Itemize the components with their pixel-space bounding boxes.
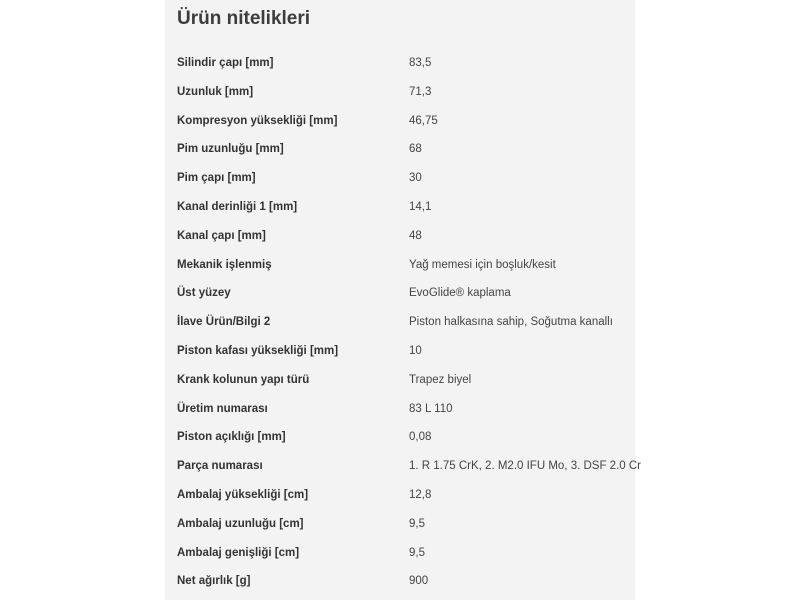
attribute-value: 71,3 — [409, 85, 432, 98]
attribute-value: Piston halkasına sahip, Soğutma kanallı — [409, 316, 613, 329]
attribute-row — [165, 511, 635, 540]
attribute-label: Uzunluk [mm] — [177, 85, 254, 98]
attribute-row — [165, 396, 635, 425]
attribute-value: Trapez biyel — [409, 373, 472, 386]
attribute-label: Piston kafası yüksekliği [mm] — [177, 344, 339, 357]
attribute-label: Üst yüzey — [177, 287, 231, 300]
attribute-row — [165, 165, 635, 194]
attribute-value: 10 — [409, 344, 422, 357]
attribute-row — [165, 79, 635, 108]
attribute-value: 9,5 — [409, 517, 425, 530]
attribute-row — [165, 194, 635, 223]
attribute-label: Krank kolunun yapı türü — [177, 373, 310, 386]
attribute-value: 46,75 — [409, 114, 438, 127]
attribute-row — [165, 50, 635, 79]
attribute-value: 0,08 — [409, 431, 432, 444]
attribute-value: Yağ memesi için boşluk/kesit — [409, 258, 556, 271]
attribute-label: Mekanik işlenmiş — [177, 258, 272, 271]
attribute-row — [165, 252, 635, 281]
attribute-value: 9,5 — [409, 546, 425, 559]
attribute-value: 1. R 1.75 CrK, 2. M2.0 IFU Mo, 3. DSF 2.0 Cr — [409, 460, 641, 473]
attribute-label: Ambalaj yüksekliği [cm] — [177, 488, 309, 501]
attribute-row — [165, 482, 635, 511]
attribute-label: Parça numarası — [177, 460, 263, 473]
attribute-row — [165, 108, 635, 137]
attribute-label: Net ağırlık [g] — [177, 575, 251, 588]
attribute-value: 83,5 — [409, 57, 432, 69]
attribute-label: Kanal çapı [mm] — [177, 229, 266, 242]
attribute-row — [165, 568, 635, 597]
attribute-label: Ambalaj uzunluğu [cm] — [177, 517, 304, 530]
attribute-row — [165, 280, 635, 309]
attribute-value: 30 — [409, 172, 422, 185]
attribute-label: Üretim numarası — [177, 402, 268, 415]
attribute-value: 12,8 — [409, 488, 432, 501]
attribute-row — [165, 453, 641, 482]
attribute-row — [165, 367, 635, 396]
attribute-row — [165, 338, 635, 367]
attribute-row — [165, 223, 635, 252]
attribute-label: İlave Ürün/Bilgi 2 — [177, 316, 271, 329]
attribute-row — [165, 309, 635, 338]
attribute-row — [165, 136, 635, 165]
attribute-row — [165, 424, 635, 453]
attribute-row — [165, 540, 635, 569]
attribute-label: Kanal derinliği 1 [mm] — [177, 200, 298, 213]
attribute-value: 68 — [409, 143, 422, 156]
attribute-label: Piston açıklığı [mm] — [177, 431, 286, 444]
attribute-value: EvoGlide® kaplama — [409, 287, 511, 300]
attribute-value: 83 L 110 — [409, 402, 453, 415]
attribute-label: Ambalaj genişliği [cm] — [177, 546, 300, 559]
attribute-label: Silindir çapı [mm] — [177, 57, 274, 69]
attributes-table — [165, 50, 641, 597]
attribute-value: 48 — [409, 229, 422, 242]
attribute-label: Kompresyon yüksekliği [mm] — [177, 114, 338, 127]
attribute-value: 14,1 — [409, 200, 432, 213]
attribute-label: Pim çapı [mm] — [177, 172, 256, 185]
attribute-label: Pim uzunluğu [mm] — [177, 143, 284, 156]
section-title: Ürün nitelikleri — [177, 8, 311, 29]
attribute-value: 900 — [409, 575, 429, 588]
